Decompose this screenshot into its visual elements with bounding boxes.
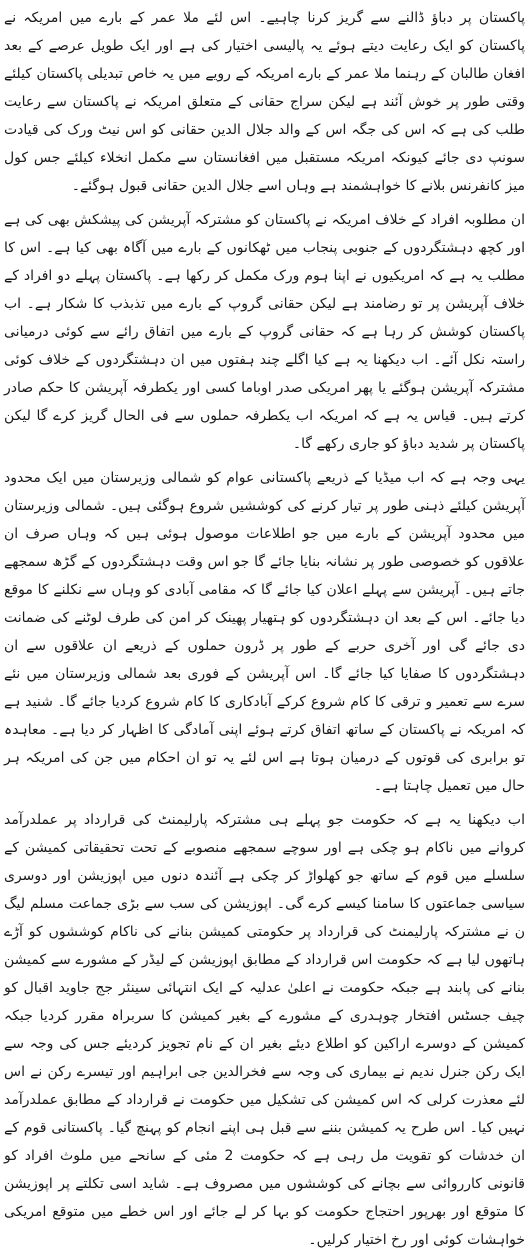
article-paragraph: پاکستان پر دباؤ ڈالنے سے گریز کرنا چاہیے۔ اس لئے ملا عمر کے بارے میں امریکہ نے پاکستان کو ایک رعایت دیتے ہوئے یہ پالیسی اختیار کی ہے اور ایک طویل عرصے کے بعد افغان طالبان کے رہنما ملا عمر کے بارے امریکہ کے رویے میں یہ خاص تبدیلی پاکستان کیلئے وقتی طور پر خوش آئند ہے لیکن سراج حقانی کے متعلق امریکہ نے پاکستان سے رعایت طلب کی ہے کہ اس کی جگہ اس کے والد جلال الدین حقانی کو اس نیٹ ورک کی قیادت سونپ دی جائے کیونکہ امریکہ مستقبل میں افغانستان سے مکمل انخلاء کیلئے جس کول میز کانفرنس بلانے کا خواہشمند ہے وہاں اسے جلال الدین حقانی قبول ہوگئے۔ — [4, 10, 525, 194]
article-paragraph: ان مطلوبہ افراد کے خلاف امریکہ نے پاکستان کو مشترکہ آپریشن کی پیشکش بھی کی ہے اور کچھ دہشتگردوں کے جنوبی پنجاب میں ٹھکانوں کے بارے میں آگاہ بھی کیا ہے۔ اس کا مطلب یہ ہے کہ امریکیوں نے اپنا ہوم ورک مکمل کر رکھا ہے۔ پاکستان پہلے دو افراد کے خلاف آپریشن پر تو رضامند ہے لیکن حقانی گروپ کے بارے میں تذبذب کا شکار ہے۔ اب پاکستان کوشش کر رہا ہے کہ حقانی گروپ کے بارے میں اتفاق رائے سے کوئی درمیانی راستہ نکل آئے۔ اب دیکھنا یہ ہے کیا اگلے چند ہفتوں میں ان دہشتگردوں کے خلاف کوئی مشترکہ آپریشن ہوگئے یا پھر امریکی صدر اوباما کسی اور یکطرفہ آپریشن کا حکم صادر کرتے ہیں۔ قیاس یہ ہے کہ امریکہ اب یکطرفہ حملوں سے فی الحال گریز کرے گا لیکن پاکستان پر شدید دباؤ کو جاری رکھے گا۔ — [4, 212, 525, 452]
article-paragraph: یہی وجہ ہے کہ اب میڈیا کے ذریعے پاکستانی عوام کو شمالی وزیرستان میں ایک محدود آپریشن کیلئے ذہنی طور پر تیار کرنے کی کوششیں شروع ہوگئی ہیں۔ شمالی وزیرستان میں محدود آپریشن کے بارے میں جو اطلاعات موصول ہوئی ہیں کہ وہاں صرف ان علاقوں کو خصوصی طور پر نشانہ بنایا جائے گا جو اس وقت دہشتگردوں کے گڑھ سمجھے جاتے ہیں۔ آپریشن سے پہلے اعلان کیا جائے گا کہ مقامی آبادی کو وہاں سے نکلنے کا موقع دیا جائے۔ اس کے بعد ان دہشتگردوں کو ہتھیار پھینک کر امن کی طرف لوٹنے کی ضمانت دی جائے گی اور آخری حربے کے طور پر ڈرون حملوں کے ذریعے ان علاقوں سے ان دہشتگردوں کا صفایا کیا جائے گا۔ اس آپریشن کے فوری بعد شمالی وزیرستان میں نئے سرے سے تعمیر و ترقی کا کام شروع کرکے آبادکاری کا کام شروع کردیا جائے گا۔ شنید ہے کہ امریکہ نے پاکستان کے ساتھ اتفاق کرتے ہوئے اپنی آمادگی کا اظہار کر دیا ہے۔ معاہدہ تو برابری کی قوتوں کے درمیان ہوتا ہے اس لئے یہ تو ان احکام میں جن کی امریکہ ہر حال میں تعمیل چاہتا ہے۔ — [4, 470, 525, 794]
article-paragraph: اب دیکھنا یہ ہے کہ حکومت جو پہلے ہی مشترکہ پارلیمنٹ کی قرارداد پر عملدرآمد کروانے میں ناکام ہو چکی ہے اور سوچے سمجھے منصوبے کے تحت تحقیقاتی کمیشن کے سلسلے میں قوم کے ساتھ جو کھلواڑ کر چکی ہے آئندہ دنوں میں اپوزیشن اور دوسری سیاسی جماعتوں کا سامنا کیسے کرے گی۔ اپوزیشن کی سب سے بڑی جماعت مسلم لیگ ن نے مشترکہ پارلیمنٹ کی قرارداد پر حکومتی کمیشن بنانے کی ناکام کوششوں کو آڑے ہاتھوں لیا ہے کہ حکومت اس قرارداد کے مطابق اپوزیشن کے لیڈر کے مشورے سے کمیشن بنانے کی پابند ہے جبکہ حکومت نے اعلیٰ عدلیہ کے ایک انتہائی سینئر جج جاوید اقبال کو چیف جسٹس افتخار چوہدری کے مشورے کے بغیر کمیشن کا سربراہ مقرر کردیا جبکہ کمیشن کے دوسرے اراکین کو اطلاع دیئے بغیر ان کے نام تجویز کردیئے جس کی وجہ سے ایک رکن جنرل ندیم نے بیماری کی وجہ سے فخرالدین جی ابراہیم اور تیسرے رکن نے اس لئے معذرت کرلی کہ اس کمیشن کی تشکیل میں حکومت نے قرارداد کے مطابق عملدرآمد نہیں کیا۔ اس طرح یہ کمیشن بننے سے قبل ہی اپنے انجام کو پہنچ گیا۔ پاکستانی قوم کے ان خدشات کو تقویت مل رہی ہے کہ حکومت 2 مئی کے سانحے میں ملوث افراد کو قانونی کارروائی سے بچانے کی کوششوں میں مصروف ہے۔ شاید اسی تکلتے پر اپوزیشن کا متوقع اور بھرپور احتجاج حکومت کو بہا کر لے جائے اور اس خطے میں متوقع امریکی خواہشات کوئی اور رخ اختیار کرلیں۔ — [4, 812, 525, 1248]
